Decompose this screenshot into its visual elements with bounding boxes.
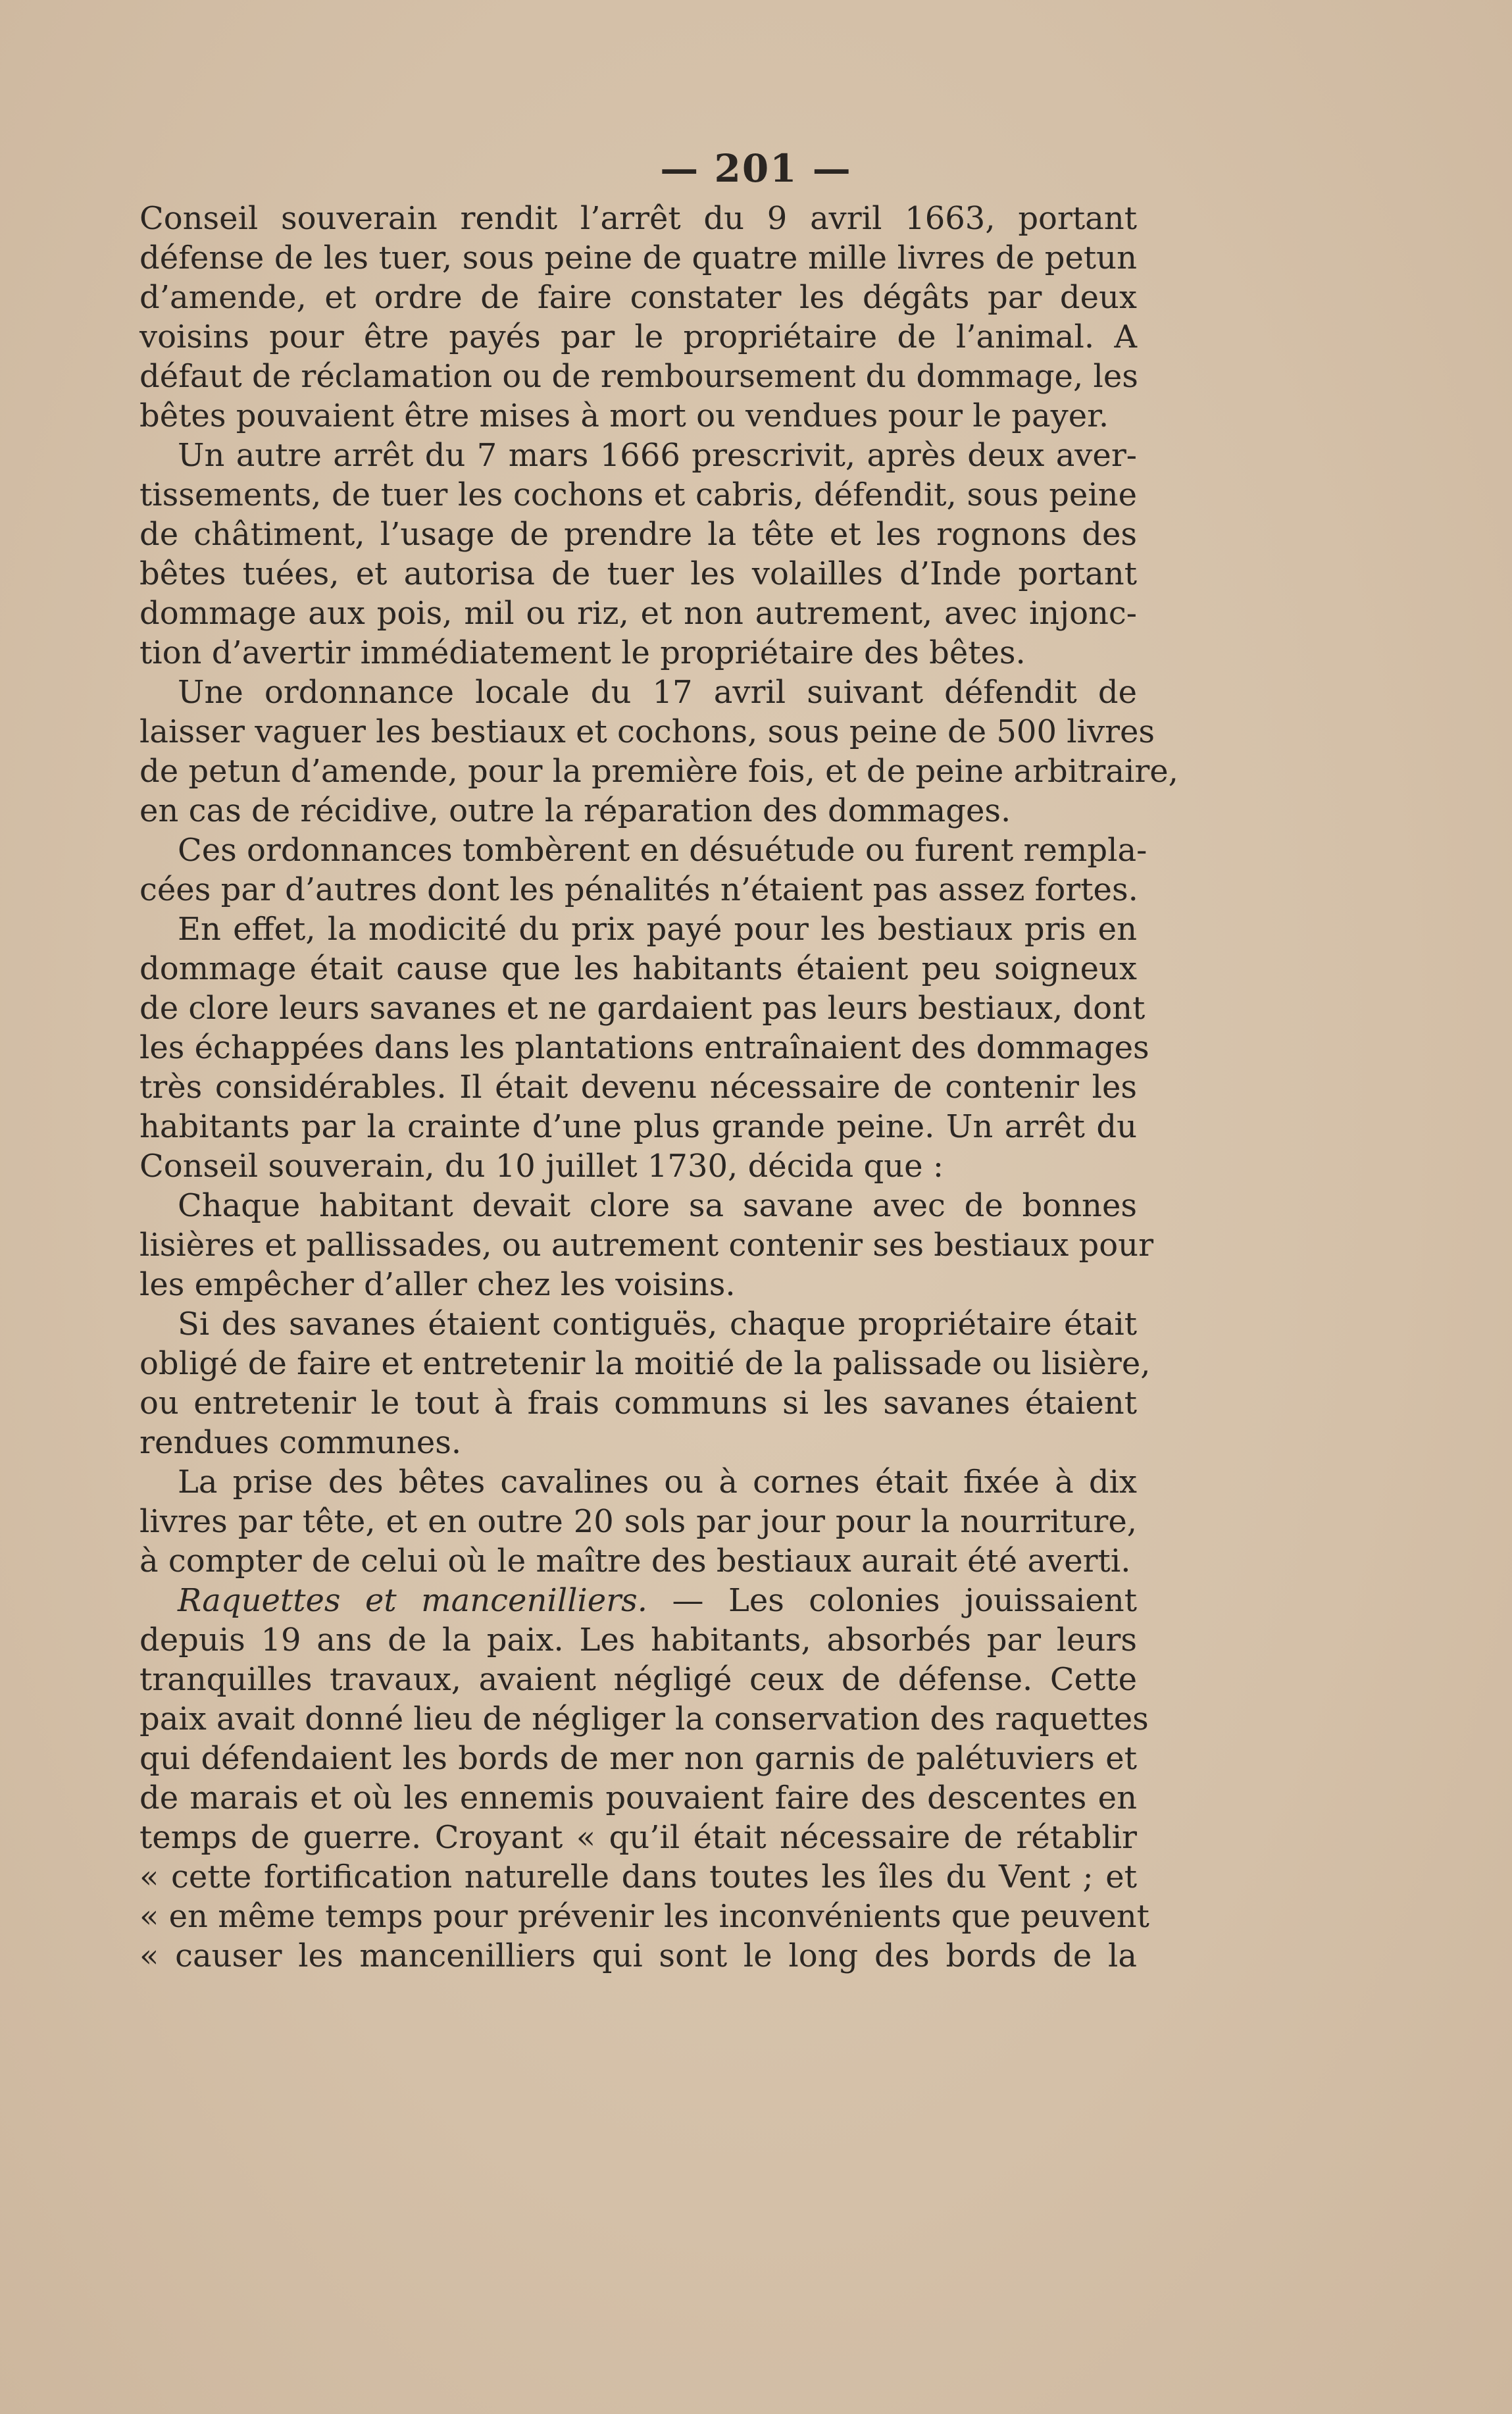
text-line: ou entretenir le tout à frais communs si les savanes étaient: [139, 1385, 1137, 1422]
text-line: « cette fortification naturelle dans toutes les îles du Vent ; et: [139, 1859, 1137, 1895]
text-line: depuis 19 ans de la paix. Les habitants, absorbés par leurs: [139, 1622, 1137, 1658]
text-line: tranquilles travaux, avaient négligé ceux de défense. Cette: [139, 1661, 1137, 1698]
text-line: de châtiment, l’usage de prendre la tête et les rognons des: [139, 516, 1137, 553]
text-line: tion d’avertir immédiatement le propriétaire des bêtes.: [139, 634, 1026, 671]
text-line: Conseil souverain rendit l’arrêt du 9 avril 1663, portant: [139, 200, 1137, 237]
text-line: temps de guerre. Croyant « qu’il était nécessaire de rétablir: [139, 1819, 1137, 1856]
text-line: qui défendaient les bords de mer non garnis de palétuviers et: [139, 1740, 1137, 1777]
text-line: de petun d’amende, pour la première fois, et de peine arbitraire,: [139, 753, 1178, 790]
text-line: voisins pour être payés par le propriétaire de l’animal. A: [139, 319, 1137, 355]
text-line: les empêcher d’aller chez les voisins.: [139, 1266, 736, 1303]
section-heading-rest: — Les colonies jouissaient: [647, 1582, 1137, 1619]
text-line: habitants par la crainte d’une plus grande peine. Un arrêt du: [139, 1108, 1137, 1145]
text-line: Ces ordonnances tombèrent en désuétude ou furent rempla-: [178, 832, 1147, 869]
text-line: rendues communes.: [139, 1424, 462, 1461]
text-line: de clore leurs savanes et ne gardaient pas leurs bestiaux, dont: [139, 990, 1146, 1027]
text-line: paix avait donné lieu de négliger la conservation des raquettes: [139, 1701, 1149, 1737]
text-line: Si des savanes étaient contiguës, chaque propriétaire était: [178, 1306, 1137, 1343]
text-line: les échappées dans les plantations entraînaient des dommages: [139, 1029, 1149, 1066]
text-line: d’amende, et ordre de faire constater les dégâts par deux: [139, 279, 1137, 316]
text-line: obligé de faire et entretenir la moitié de la palissade ou lisière,: [139, 1345, 1151, 1382]
text-line: défense de les tuer, sous peine de quatre mille livres de petun: [139, 240, 1137, 276]
text-line: bêtes tuées, et autorisa de tuer les volailles d’Inde portant: [139, 555, 1137, 592]
text-line: lisières et pallissades, ou autrement contenir ses bestiaux pour: [139, 1227, 1154, 1264]
text-line: très considérables. Il était devenu nécessaire de contenir les: [139, 1069, 1137, 1106]
text-line: Conseil souverain, du 10 juillet 1730, décida que :: [139, 1148, 944, 1185]
text-line: cées par d’autres dont les pénalités n’étaient pas assez fortes.: [139, 871, 1138, 908]
text-line: laisser vaguer les bestiaux et cochons, sous peine de 500 livres: [139, 713, 1155, 750]
text-line: En effet, la modicité du prix payé pour les bestiaux pris en: [178, 911, 1137, 948]
text-line: de marais et où les ennemis pouvaient faire des descentes en: [139, 1780, 1137, 1816]
text-line: défaut de réclamation ou de remboursement du dommage, les: [139, 358, 1138, 395]
text-line: dommage était cause que les habitants étaient peu soigneux: [139, 950, 1137, 987]
text-line: dommage aux pois, mil ou riz, et non autrement, avec injonc-: [139, 595, 1137, 632]
section-heading: Raquettes et mancenilliers.: [178, 1582, 648, 1619]
text-line: Un autre arrêt du 7 mars 1666 prescrivit, après deux aver-: [178, 437, 1137, 474]
text-line: livres par tête, et en outre 20 sols par jour pour la nourriture,: [139, 1503, 1137, 1540]
text-line: Chaque habitant devait clore sa savane avec de bonnes: [178, 1187, 1137, 1224]
text-line: « en même temps pour prévenir les inconvénients que peuvent: [139, 1898, 1149, 1935]
text-line: tissements, de tuer les cochons et cabris, défendit, sous peine: [139, 476, 1137, 513]
text-line: à compter de celui où le maître des bestiaux aurait été averti.: [139, 1543, 1131, 1579]
text-line: Une ordonnance locale du 17 avril suivant défendit de: [178, 674, 1137, 711]
text-line: bêtes pouvaient être mises à mort ou vendues pour le payer.: [139, 398, 1109, 434]
text-line: en cas de récidive, outre la réparation des dommages.: [139, 792, 1011, 829]
text-line: « causer les mancenilliers qui sont le long des bords de la: [139, 1938, 1137, 1974]
body-text: [139, 199, 1178, 1976]
text-line: La prise des bêtes cavalines ou à cornes était fixée à dix: [178, 1464, 1137, 1501]
section-heading-line: [139, 1581, 1137, 1620]
page-number: — 201 —: [660, 146, 852, 191]
